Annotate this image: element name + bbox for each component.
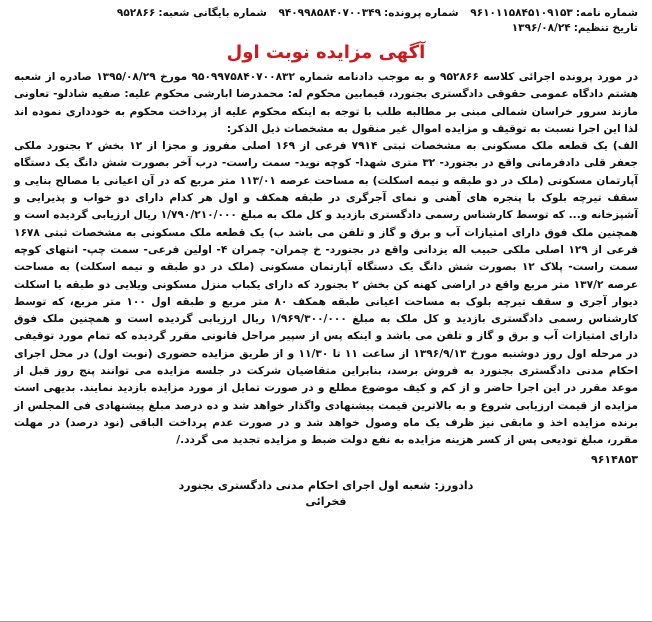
- archive-number: ۹۵۲۸۶۶: [116, 7, 156, 19]
- case-number-label: شماره پرونده:: [384, 7, 459, 19]
- signature-block: [14, 478, 638, 510]
- header-line-2: [14, 21, 638, 36]
- reference-number: ۹۶۱۴۸۵۳: [591, 452, 638, 466]
- date-value: ۱۳۹۶/۰۸/۲۴: [511, 22, 571, 34]
- body-items: الف) یک قطعه ملک مسکونی به مشخصات ثبتی ۷۹۱۴ فرعی از ۱۶۹ اصلی مفروز و مجزا از ۱۲ بخش ۲ بجنورد ملکی جعفر قلی دادفرمانی واقع در بجنورد- ۳۲ متری شهدا- کوچه نوید- سمت راست- درب آخر بصورت شش دانگ یک دستگاه آپارتمان مسکونی (ملک در دو طبقه و نیمه اسکلت) به مساحت عرصه ۱۱۳/۰۱ متر مربع که در آن اعیانی با مصالح بنایی و سقف تیرچه بلوک با پنجره های آهنی و نمای آجرگری در طبقه همکف و اول هر کدام دارای دو خواب و پذیرایی و آشپزخانه و... که توسط کارشناس رسمی دادگستری بازدید و کل ملک به مبلغ ۱/۷۹۰/۲۱۰/۰۰۰ ریال ارزیابی گردیده است و همچنین ملک فوق دارای امتیازات آب و برق و گاز و تلفن می باشد ب) یک قطعه ملک مسکونی به مشخصات ثبتی ۱۶۷۸ فرعی از ۱۲۹ اصلی ملکی حبیب اله یزدانی واقع در بجنورد- خ چمران- چمران ۴- اولین فرعی- سمت چپ- انتهای کوچه سمت راست- پلاک ۱۲ بصورت شش دانگ یک دستگاه آپارتمان مسکونی (ملک در دو طبقه و نیمه اسکلت) به مساحت عرصه ۱۳۷/۲ متر مربع واقع در اراضی کهنه کن بخش ۲ بجنورد که دارای یکباب منزل مسکونی ویلایی دو طبقه با اسکلت دیوار آجری و سقف تیرچه بلوک به مساحت اعیانی طبقه همکف ۸۰ متر مربع و طبقه اول ۱۰۰ متر مربع، که توسط کارشناس رسمی دادگستری بازدید و کل ملک به مبلغ ۱/۹۶۹/۳۰۰/۰۰۰ ریال ارزیابی گردیده است و همچنین ملک فوق دارای امتیازات آب و برق و گاز و تلفن می باشد و اینکه پس از سپیر مراحل قانونی مقرر گردیده که تمام مورد توقیفی در مرحله اول روز دوشنبه مورخ ۱۳۹۶/۹/۱۳ از ساعت ۱۱ تا ۱۱/۳۰ و از طریق مزایده حضوری (نوبت اول) در محل اجرای احکام مدنی دادگستری بجنورد به فروش برسد، بنابراین متقاضیان شرکت در جلسه مزایده می توانند پنج روز قبل از موعد مقرر در این اجرا حاضر و از کم و کیف موضوع مطلع و در صورت تمایل از مورد مزایده بازدید نمایند. بدیهی است مزایده از قیمت ارزیابی شروع و به بالاترین قیمت پیشنهادی واگذار خواهد شد و ده درصد مبلغ پیشنهادی فی المجلس از برنده مزایده اخذ و مابقی نیز ظرف یک ماه وصول خواهد شد و در صورت عدم پرداخت الباقی (نود درصد) در مهلت مقرر، مبلغ تودیعی پس از کسر هزینه مزایده به نفع دولت ضبط و مزایده تجدید می گردد./: [14, 140, 639, 447]
- archive-number-label: شماره بایگانی شعبه:: [158, 7, 267, 19]
- date-label: تاریخ تنظیم:: [573, 22, 638, 34]
- notice-body: [14, 69, 638, 468]
- letter-number: ۹۶۱۰۱۱۵۸۴۵۱۰۹۱۵۳: [470, 7, 573, 19]
- notice-title: آگهی مزایده نوبت اول: [226, 42, 426, 63]
- case-number: ۹۴۰۹۹۸۵۸۴۰۷۰۰۳۴۹: [278, 7, 381, 19]
- signature-office: دادورز: شعبه اول اجرای احکام مدنی دادگستری بجنورد: [178, 478, 474, 492]
- body-intro: در مورد پرونده اجرائی کلاسه ۹۵۲۸۶۶ و به موجب دادنامه شماره ۹۵۰۹۹۷۵۸۴۰۷۰۰۸۳۲ مورخ ۱۳۹۵/۰۸/۲۹ صادره از شعبه هشتم دادگاه عمومی حقوقی دادگستری بجنورد، قیمابین محکوم له: محمدرضا ابارشی محکوم علیه: صفیه شادلو- تعاونی مازند سرور خراسان شمالی مبنی بر مطالبه طلب با توجه به اینکه محکوم علیه از پرداخت محکوم به خودداری نموده اند لذا این اجرا نسبت به توقیف و مزایده اموال غیر منقول به مشخصات ذیل الذکر:: [14, 71, 639, 135]
- letter-number-label: شماره نامه:: [575, 7, 638, 19]
- signature-name: فخرائی: [305, 494, 347, 508]
- header-line-1: [14, 6, 638, 21]
